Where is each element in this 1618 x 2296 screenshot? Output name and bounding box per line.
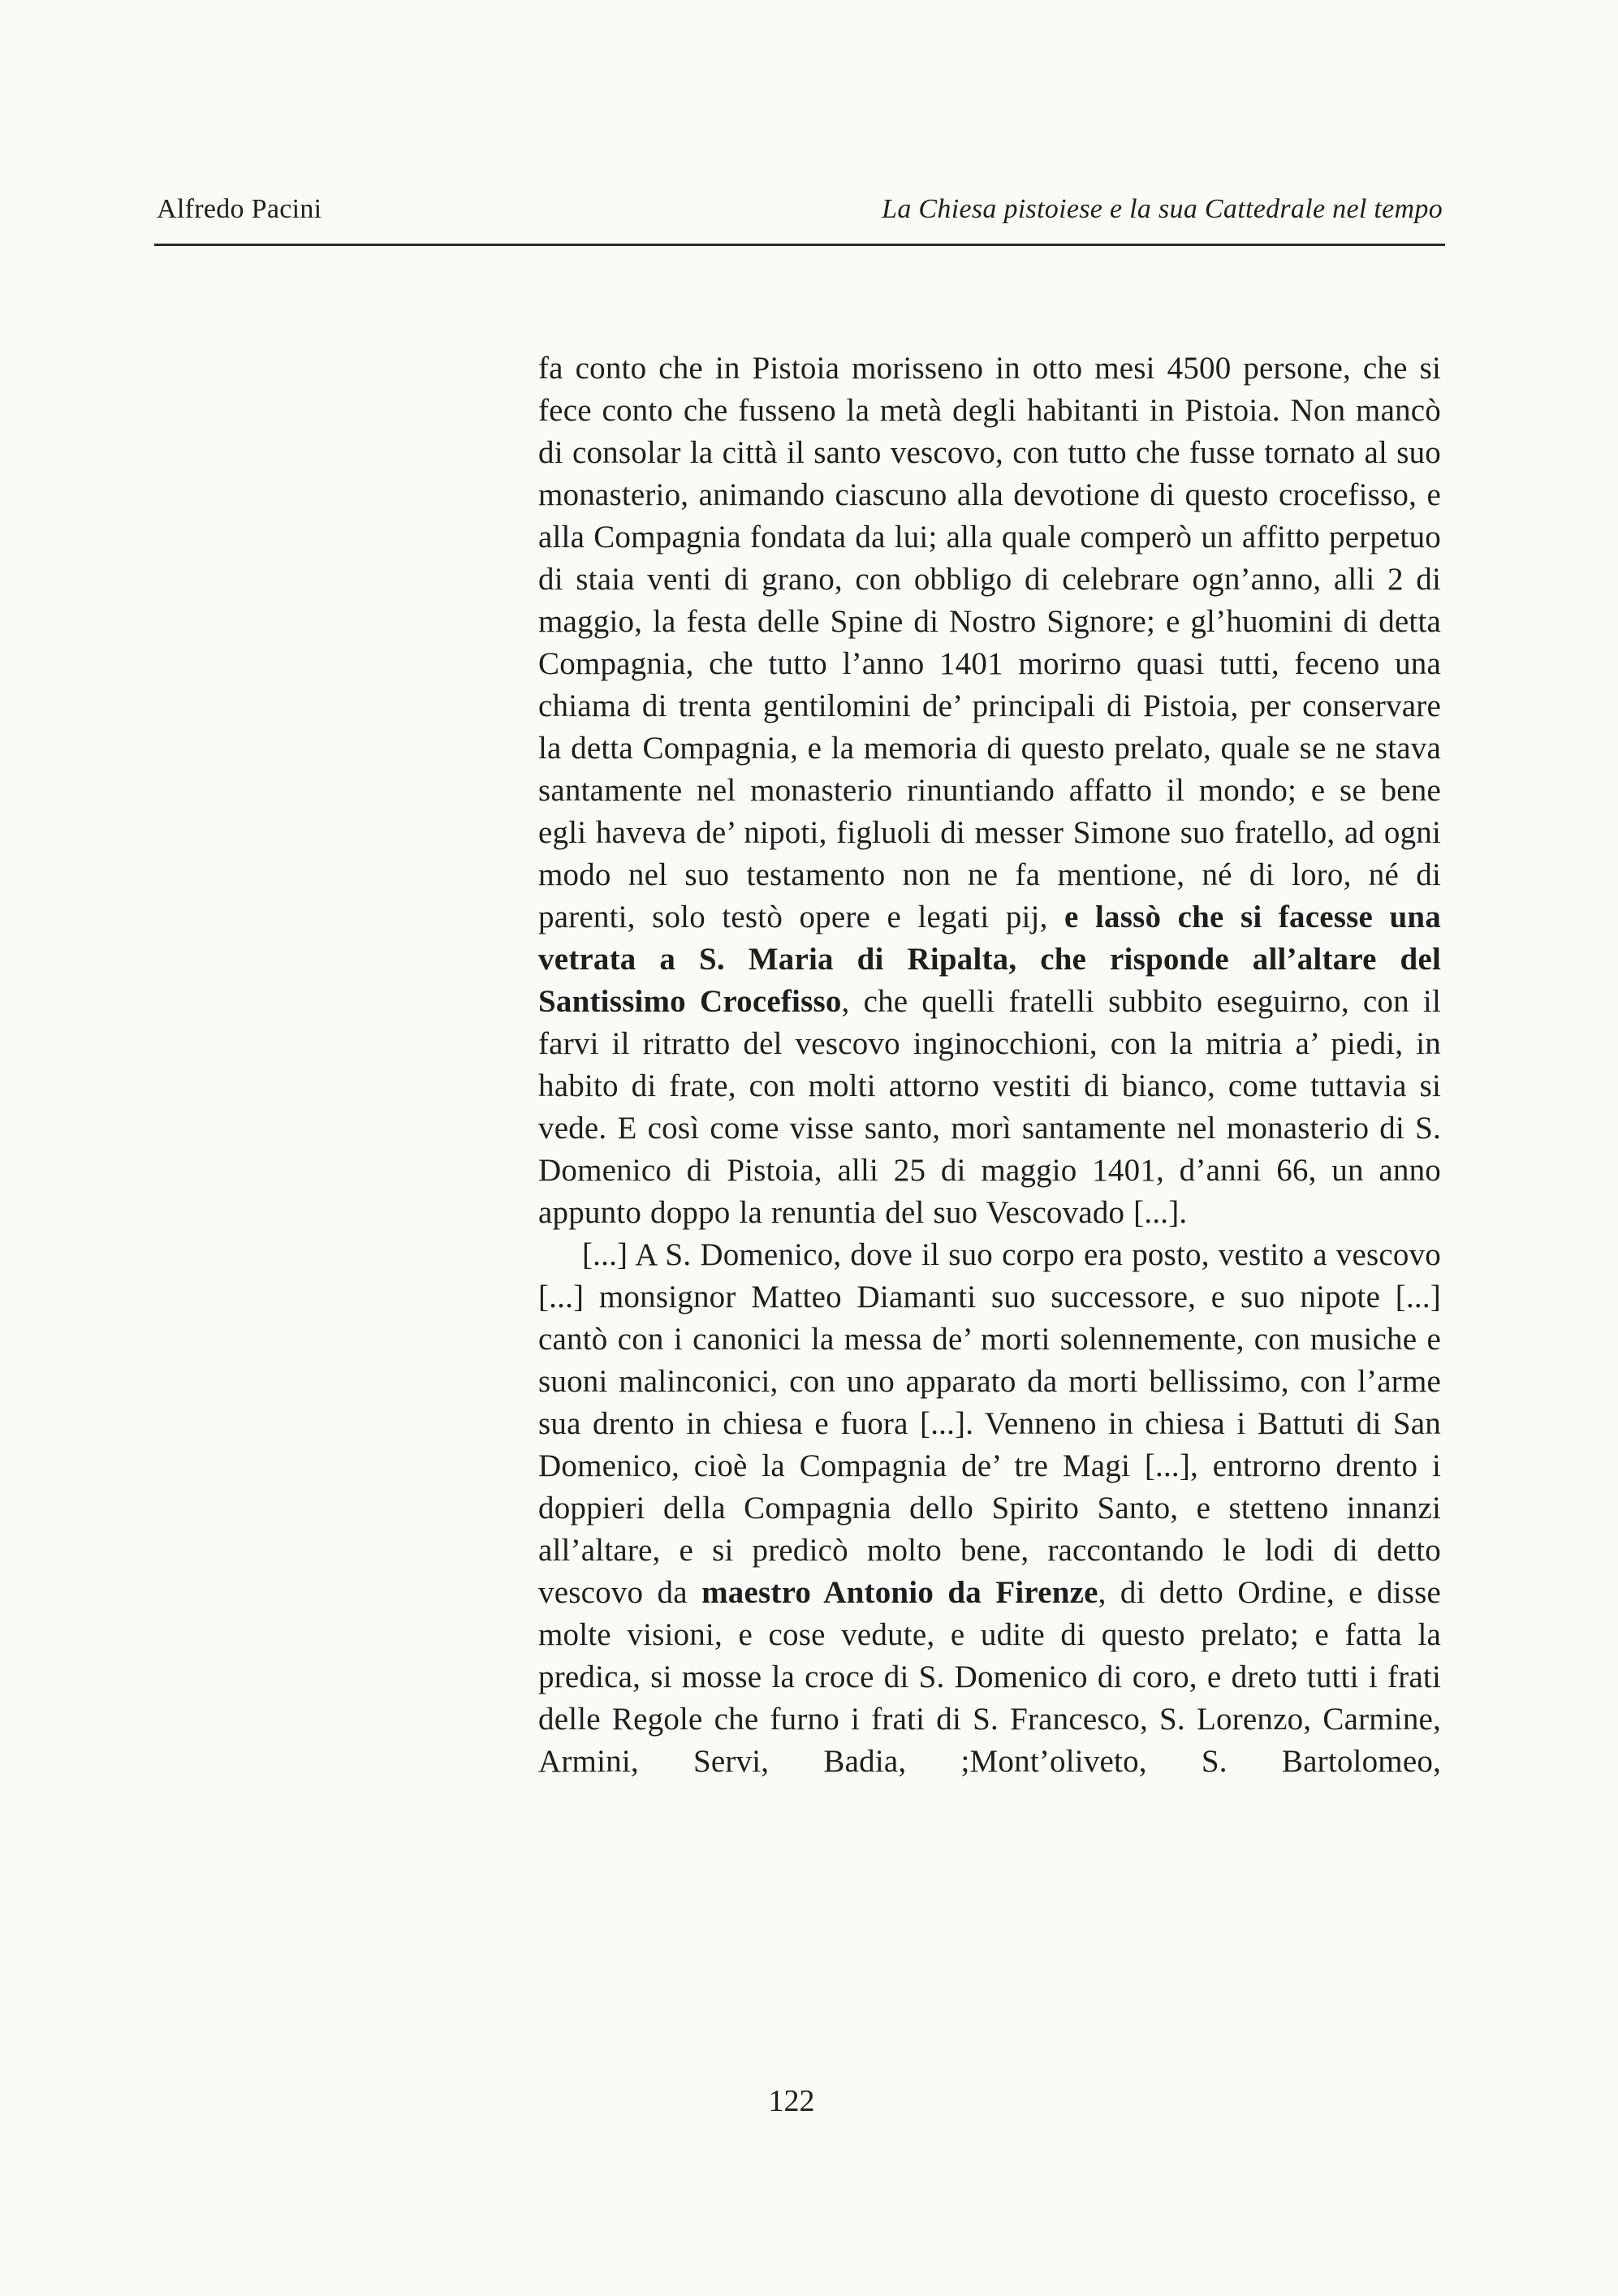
text-run: , che quelli fratelli subbito eseguirno, con il farvi il ritratto del vescovo inginocchioni, con la mitria a’ piedi, in habito di frate, con molti attorno vestiti di bianco, come tuttavia si vede. E così come visse santo, morì santamente nel monasterio di S. Domenico di Pistoia, alli 25 di maggio 1401, d’anni 66, un anno appunto doppo la renuntia del suo Vescovado [...]. [538,984,1441,1230]
page-footer [0,2083,1583,2119]
paragraph [538,1234,1441,1783]
paragraph [538,347,1441,1234]
text-run: , di detto Ordine, e disse molte visioni, e cose vedute, e udite di questo prelato; e fatta la predica, si mosse la croce di S. Domenico di coro, e dreto tutti i frati delle Regole che furno i frati di S. Francesco, S. Lorenzo, Carmine, Armini, Servi, Badia, ;Mont’oliveto, S. Bartolomeo, [538,1575,1441,1779]
header-rule [154,244,1445,246]
header-book-title: La Chiesa pistoiese e la sua Cattedrale nel tempo [882,194,1443,224]
body-text [538,347,1441,1783]
text-run: fa conto che in Pistoia morisseno in otto mesi 4500 persone, che si fece conto che fusseno la metà degli habitanti in Pistoia. Non mancò di consolar la città il santo vescovo, con tutto che fusse tornato al suo monasterio, animando ciascuno alla devotione di questo crocefisso, e alla Compagnia fondata da lui; alla quale comperò un affitto perpetuo di staia venti di grano, con obbligo di celebrare ogn’anno, alli 2 di maggio, la festa delle Spine di Nostro Signore; e gl’huomini di detta Compagnia, che tutto l’anno 1401 morirno quasi tutti, feceno una chiama di trenta gentilomini de’ principali di Pistoia, per conservare la detta Compagnia, e la memoria di questo prelato, quale se ne stava santamente nel monasterio rinuntiando affatto il mondo; e se bene egli haveva de’ nipoti, figluoli di messer Simone suo fratello, ad ogni modo nel suo testamento non ne fa mentione, né di loro, né di parenti, solo testò opere e legati pij, [538,351,1441,934]
page-number: 122 [768,2084,815,2118]
header-author: Alfredo Pacini [157,194,322,224]
page-header [157,193,1443,226]
bold-text-run: e lassò che si facesse una vetrata a S. Maria di Ripalta, che risponde all’altare del Santissimo Crocefisso [538,900,1441,1019]
bold-text-run: maestro Antonio da Firenze [701,1575,1098,1610]
text-run: [...] A S. Domenico, dove il suo corpo era posto, vestito a vescovo [...] monsignor Matteo Diamanti suo successore, e suo nipote [...] cantò con i canonici la messa de’ morti solennemente, con musiche e suoni malinconici, con uno apparato da morti bellissimo, con l’arme sua drento in chiesa e fuora [...]. Venneno in chiesa i Battuti di San Domenico, cioè la Compagnia de’ tre Magi [...], entrorno drento i doppieri della Compagnia dello Spirito Santo, e stetteno innanzi all’altare, e si predicò molto bene, raccontando le lodi di detto vescovo da [538,1237,1441,1610]
